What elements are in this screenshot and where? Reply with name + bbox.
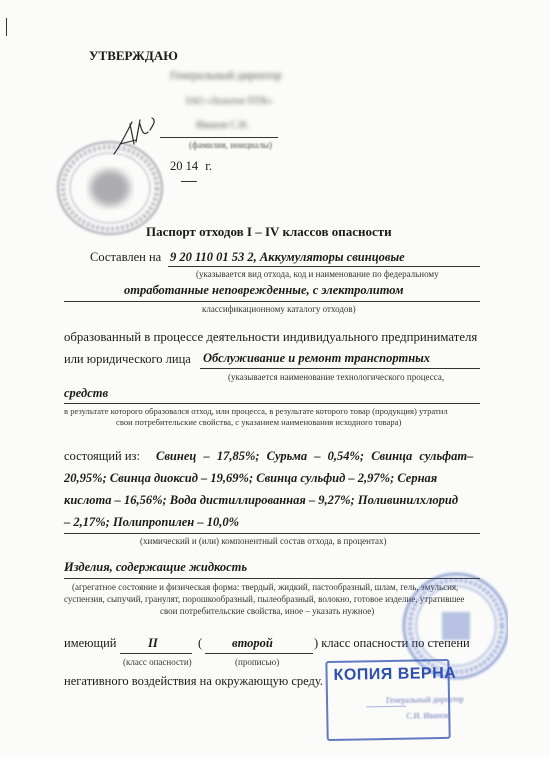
caption-process-c: свои потребительские свойства, с указанием наименования исходного товара) bbox=[116, 417, 402, 427]
words-underline bbox=[205, 653, 313, 654]
composition-line-2: 20,95%; Свинца диоксид – 19,69%; Свинца сульфид – 2,97%; Серная bbox=[64, 471, 438, 485]
process-underline-2 bbox=[64, 403, 480, 404]
year-unit: г. bbox=[205, 159, 213, 173]
class-underline bbox=[120, 653, 192, 654]
composition-line-4: – 2,17%; Полипропилен – 10,0% bbox=[64, 515, 240, 529]
signature-icon bbox=[110, 114, 166, 158]
caption-waste-a: (указывается вид отхода, код и наименование по федеральному bbox=[196, 269, 439, 279]
caption-composition: (химический и (или) компонентный состав отхода, в процентах) bbox=[140, 536, 387, 546]
copy-stamp-label: КОПИЯ ВЕРНА bbox=[333, 664, 457, 684]
formed-line-2: или юридического лица bbox=[64, 352, 191, 366]
copy-stamp bbox=[325, 659, 464, 737]
caption-state-a: (агрегатное состояние и физическая форма: твердый, жидкий, пастообразный, шлам, гель, эмульсия, bbox=[72, 582, 459, 592]
year-suffix: 14 bbox=[185, 159, 199, 173]
waste-name-continuation: отработанные неповрежденные, с электролитом bbox=[124, 283, 404, 297]
document-title: Паспорт отходов I – IV классов опасности bbox=[146, 224, 392, 239]
hazard-class-words: второй bbox=[232, 636, 273, 650]
hazard-class-roman: II bbox=[148, 636, 158, 650]
approver-position: Генеральный директор bbox=[170, 70, 282, 82]
composition-underline bbox=[64, 533, 480, 534]
copy-stamp-name: С.И. Иванов bbox=[406, 710, 449, 721]
waste-underline-2 bbox=[64, 301, 480, 302]
class-suffix: ) класс опасности по степени bbox=[314, 636, 470, 650]
formed-line-1: образованный в процессе деятельности индивидуального предпринимателя bbox=[64, 330, 478, 344]
physical-state-value: Изделия, содержащие жидкость bbox=[64, 560, 248, 574]
waste-underline-1 bbox=[168, 266, 480, 267]
caption-state-b: суспензия, сыпучий, гранулят, порошкообразный, пылеобразный, волокно, готовое изделие, утратившее bbox=[64, 594, 465, 604]
process-name-continuation: средств bbox=[64, 386, 109, 400]
process-underline-1 bbox=[200, 368, 480, 369]
process-name: Обслуживание и ремонт транспортных bbox=[203, 351, 431, 365]
caption-state-c: свои потребительские свойства, иное – указать нужное) bbox=[160, 606, 375, 616]
year-prefix: 20 bbox=[170, 159, 183, 173]
caption-words: (прописью) bbox=[235, 657, 280, 667]
approver-name: Иванов С.И. bbox=[196, 120, 249, 131]
composition-label: состоящий из: bbox=[64, 449, 140, 463]
page-edge-mark bbox=[6, 18, 7, 36]
caption-process-b: в результате которого образовался отход, или процесса, в результате которого товар (продукция) утратил bbox=[64, 406, 448, 416]
approval-heading: УТВЕРЖДАЮ bbox=[89, 48, 178, 63]
waste-code-name: 9 20 110 01 53 2, Аккумуляторы свинцовые bbox=[170, 250, 405, 264]
caption-class: (класс опасности) bbox=[123, 657, 192, 667]
composed-label: Составлен на bbox=[90, 250, 162, 264]
paren-open: ( bbox=[198, 636, 203, 650]
caption-waste-b: классификационному каталогу отходов) bbox=[202, 304, 356, 314]
approver-company: ЗАО «Золотое ПТК» bbox=[185, 96, 273, 107]
caption-process-a: (указывается наименование технологического процесса, bbox=[228, 372, 445, 382]
class-prefix: имеющий bbox=[64, 636, 117, 650]
year-underline bbox=[181, 181, 197, 182]
impact-line: негативного воздействия на окружающую среду. bbox=[64, 674, 324, 688]
composition-line-3: кислота – 16,56%; Вода дистиллированная – 9,27%; Поливинилхлорид bbox=[64, 493, 459, 507]
composition-line-1: Свинец – 17,85%; Сурьма – 0,54%; Свинца сульфат– bbox=[156, 449, 474, 463]
copy-stamp-position: Генеральный директор bbox=[385, 694, 464, 705]
name-caption: (фамилия, инициалы) bbox=[189, 140, 272, 150]
